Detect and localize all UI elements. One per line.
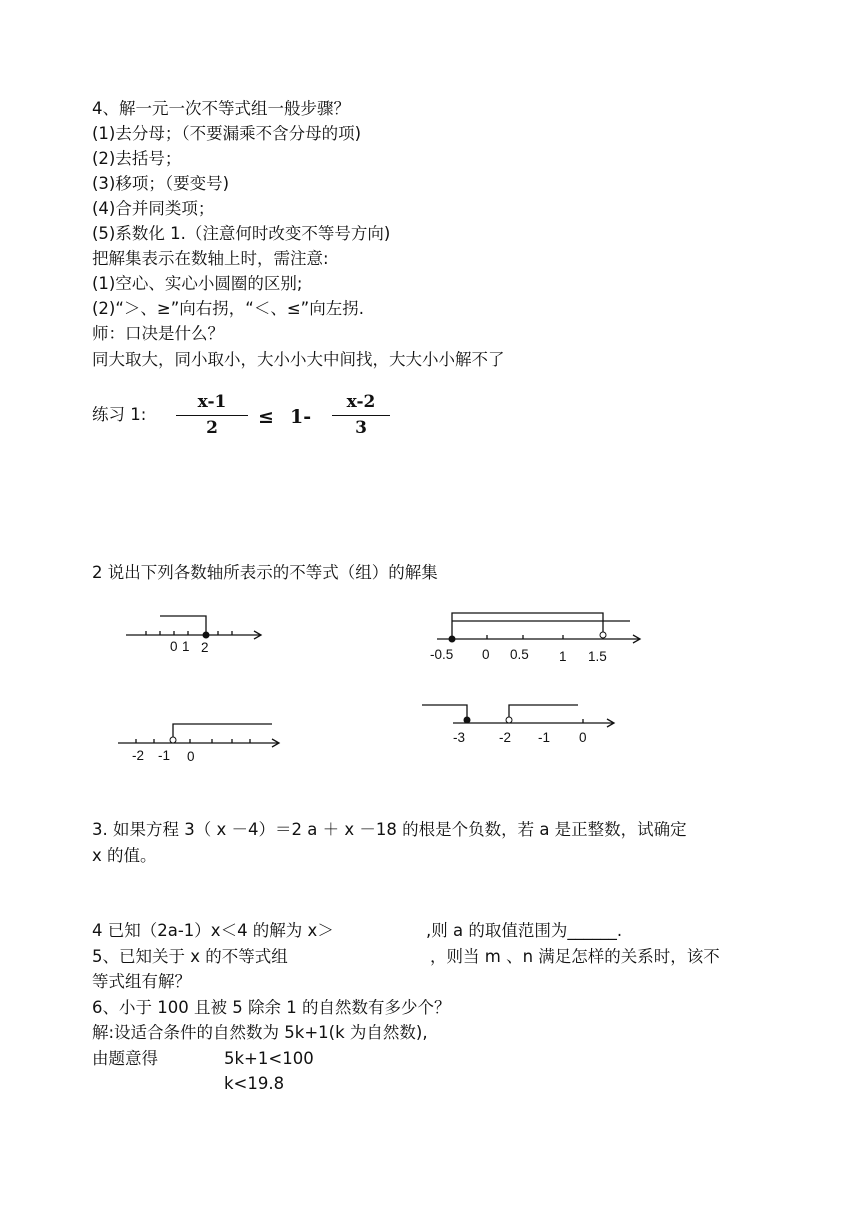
tick-label: 1 — [182, 639, 190, 654]
tick-label: -2 — [132, 748, 145, 763]
question-5-before: 5、已知关于 x 的不等式组 — [92, 947, 288, 966]
question-3-line-2: x 的值。 — [92, 846, 157, 865]
fraction-1 — [176, 392, 248, 438]
work-step-1: 5k+1<100 — [224, 1049, 314, 1068]
fraction-bar — [332, 415, 390, 416]
tick-label: 0 — [579, 730, 587, 745]
solution-bracket — [160, 616, 206, 635]
question-4-after: ,则 a 的取值范围为______. — [426, 921, 623, 940]
solid-dot — [449, 636, 455, 642]
number-line-4 — [415, 698, 620, 750]
solution-bracket — [452, 613, 603, 639]
work-label: 由题意得 — [92, 1049, 158, 1068]
solid-dot — [464, 717, 470, 723]
text-line: (5)系数化 1.（注意何时改变不等号方向) — [92, 224, 391, 243]
hollow-dot — [600, 632, 606, 638]
text-line: (2)去括号； — [92, 149, 182, 168]
tick-label: -1 — [158, 748, 171, 763]
tick-label: 0 — [482, 647, 490, 662]
leq-symbol: ≤ — [258, 406, 274, 428]
number-line-3 — [112, 712, 287, 767]
tick-label: 2 — [201, 640, 209, 655]
text-line: 同大取大，同小取小，大小小大中间找，大大小小解不了 — [92, 350, 505, 369]
text-line: (1)去分母；（不要漏乘不含分母的项) — [92, 124, 362, 143]
tick-label: -0.5 — [430, 647, 454, 662]
tick-label: -1 — [538, 730, 551, 745]
work-step-2: k<19.8 — [224, 1074, 285, 1093]
denominator: 2 — [206, 418, 218, 438]
text-line: (1)空心、实心小圆圈的区别; — [92, 274, 303, 293]
text-line: 把解集表示在数轴上时，需注意: — [92, 249, 329, 268]
right-bracket — [509, 705, 578, 723]
numerator: x-1 — [197, 392, 227, 412]
hollow-dot — [170, 737, 176, 743]
hollow-dot — [506, 717, 512, 723]
question-6-line-1: 6、小于 100 且被 5 除余 1 的自然数有多少个？ — [92, 998, 451, 1017]
denominator: 3 — [355, 418, 367, 438]
question-5-after: ，则当 m 、n 满足怎样的关系时，该不 — [430, 947, 720, 966]
question-3-line-1: 3. 如果方程 3（ x －4）＝2 a ＋ x －18 的根是个负数，若 a 是正整数，试确定 — [92, 820, 687, 839]
fraction-bar — [176, 415, 248, 416]
number-line-2 — [425, 602, 650, 664]
numerator: x-2 — [346, 392, 376, 412]
text-line: 师：口决是什么？ — [92, 324, 224, 343]
question-2: 2 说出下列各数轴所表示的不等式（组）的解集 — [92, 563, 438, 582]
left-bracket — [422, 705, 467, 723]
number-line-1 — [120, 608, 270, 658]
solution-bracket — [173, 724, 272, 743]
one-minus: 1- — [290, 406, 312, 428]
question-5-line-2: 等式组有解？ — [92, 972, 191, 991]
tick-label: -3 — [453, 730, 466, 745]
fraction-2 — [332, 392, 390, 438]
question-6-line-2: 解:设适合条件的自然数为 5k+1(k 为自然数), — [92, 1023, 428, 1042]
text-line: 4、解一元一次不等式组一般步骤？ — [92, 99, 350, 118]
tick-label: 1 — [559, 649, 567, 664]
tick-label: 1.5 — [588, 649, 607, 664]
text-line: (4)合并同类项； — [92, 199, 215, 218]
solid-dot — [203, 632, 209, 638]
tick-label: 0.5 — [510, 647, 529, 662]
question-4-before: 4 已知（2a-1）x＜4 的解为 x＞ — [92, 921, 334, 940]
text-line: (2)“＞、≥”向右拐，“＜、≤”向左拐. — [92, 299, 364, 318]
text-line: (3)移项；（要变号) — [92, 174, 230, 193]
tick-label: 0 — [187, 749, 195, 764]
tick-label: -2 — [499, 730, 512, 745]
tick-label: 0 — [170, 639, 178, 654]
exercise-label: 练习 1: — [92, 405, 147, 424]
